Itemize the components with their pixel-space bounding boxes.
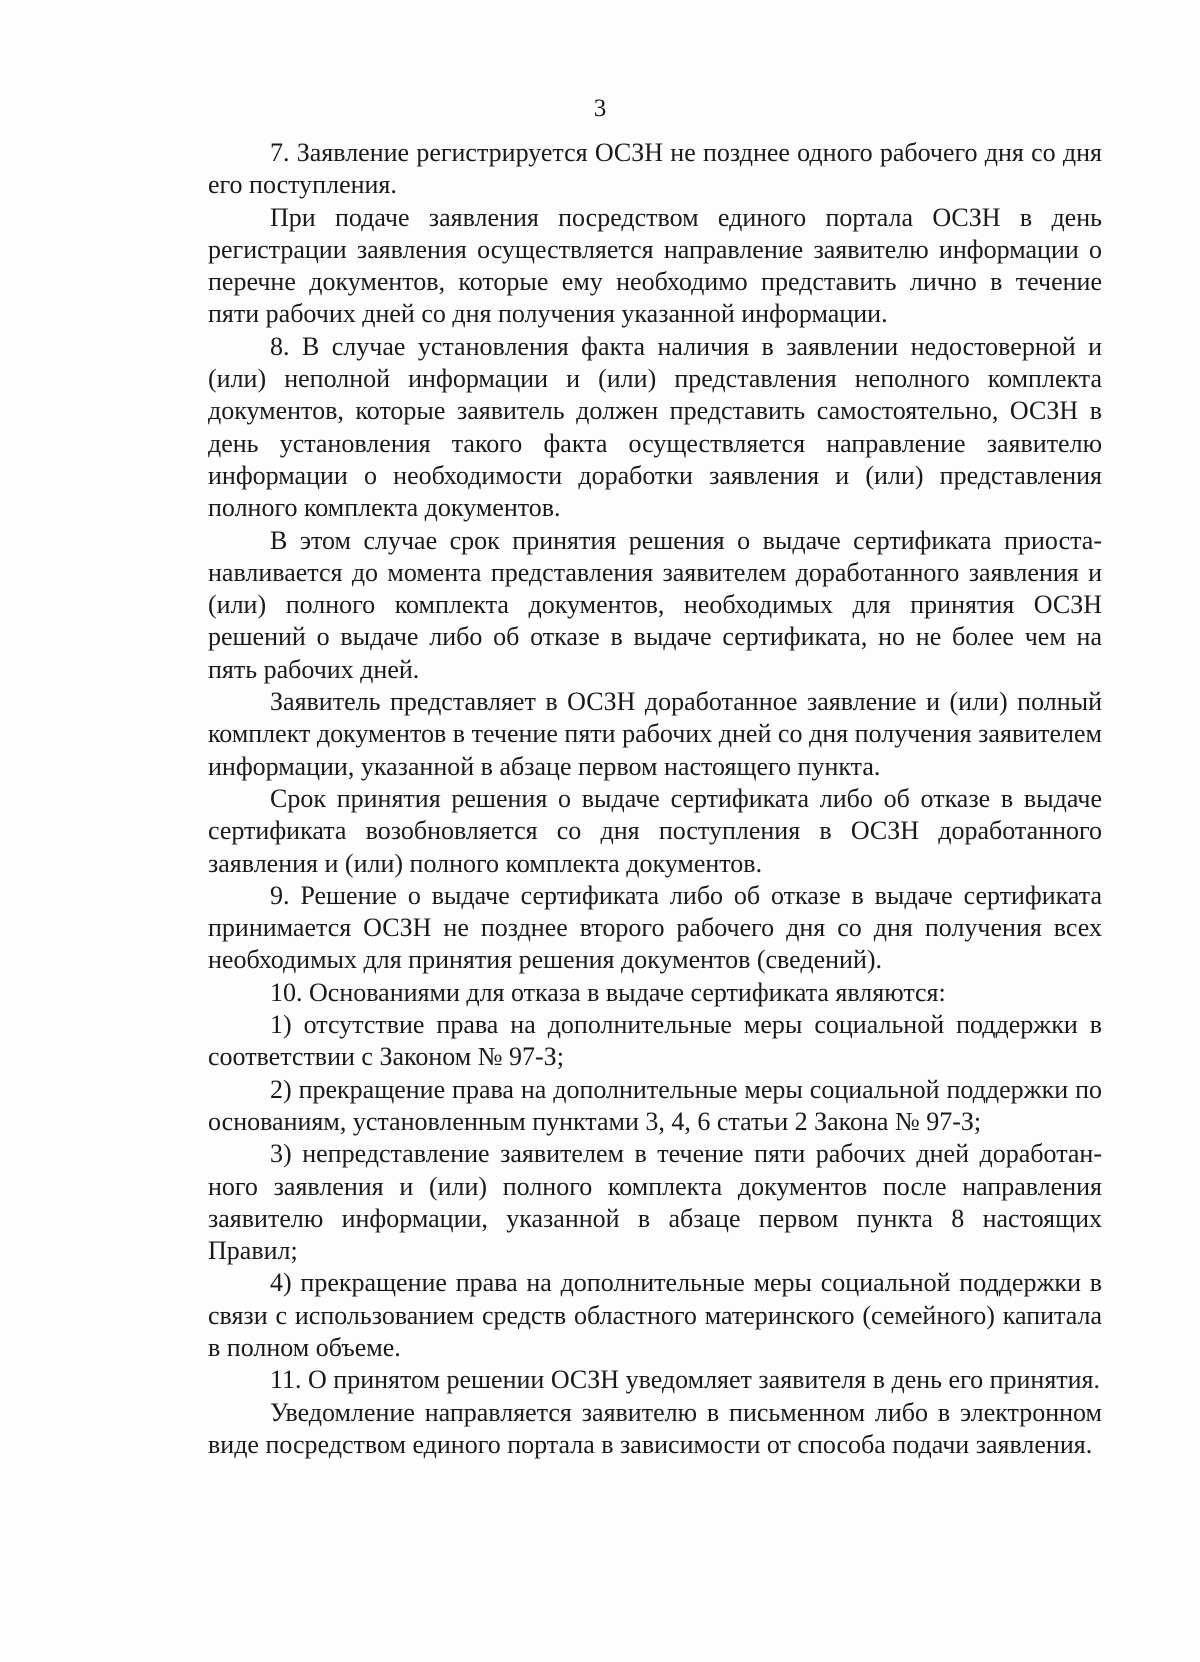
paragraph-8-suspension: В этом случае срок принятия решения о выдаче сертификата приостанавливается до момента представления заявителем доработанного заявления и (или) полного комплекта документов, необходимых для принятия ОСЗН решений о выдаче либо об отказе в выдаче сертификата, но не более чем на пять рабочих дней. xyxy=(208,525,1102,684)
paragraph-8-resumption: Срок принятия решения о выдаче сертификата либо об отказе в выдаче сертификата возобновляется со дня поступления в ОСЗН доработанного заявления и (или) полного комплекта документов. xyxy=(208,783,1102,878)
paragraph-10-item-2: 2) прекращение права на дополнительные меры социальной поддержки по основаниям, установленным пунктами 3, 4, 6 статьи 2 Закона № 97-З; xyxy=(208,1074,1102,1136)
paragraph-10-item-3: 3) непредставление заявителем в течение пяти рабочих дней доработанного заявления и (или) полного комплекта документов после направления заявителю информации, указанной в абзаце первом пункта 8 настоящих Правил; xyxy=(208,1139,1102,1266)
paragraph-8-applicant: Заявитель представляет в ОСЗН доработанное заявление и (или) полный комплект документов в течение пяти рабочих дней со дня получения заявителем информации, указанной в абзаце первом настоящего пункта. xyxy=(208,687,1102,781)
paragraph-7-portal: При подаче заявления посредством единого портала ОСЗН в день регистрации заявления осуществляется направление заявителю информации о перечне документов, которые ему необходимо представить лично в течение пяти рабочих дней со дня получения указанной информации. xyxy=(208,202,1102,329)
document-body xyxy=(208,137,1102,1461)
paragraph-10-item-1: 1) отсутствие права на дополнительные меры социальной поддержки в соответствии с Законом № 97-З; xyxy=(208,1010,1102,1072)
paragraph-10-item-4: 4) прекращение права на дополнительные меры социальной поддержки в связи с использованием средств областного материнского (семейного) капитала в полном объеме. xyxy=(208,1268,1102,1362)
paragraph-8: 8. В случае установления факта наличия в заявлении недостоверной и (или) неполной информации и (или) представления неполного комплекта документов, которые заявитель должен представить самостоятельно, ОСЗН в день установления такого факта осуществляется направление заявителю информации о необходимости доработки заявления и (или) представления полного комплекта документов. xyxy=(208,331,1102,523)
paragraph-11-notification: Уведомление направляется заявителю в письменном либо в электронном виде посредством единого портала в зависимости от способа подачи заявления. xyxy=(208,1397,1102,1459)
paragraph-10: 10. Основаниями для отказа в выдаче сертификата являются: xyxy=(270,977,946,1007)
paragraph-9: 9. Решение о выдаче сертификата либо об отказе в выдаче сертификата принимается ОСЗН не позднее второго рабочего дня со дня получения всех необходимых для принятия решения документов (сведений). xyxy=(208,880,1102,975)
paragraph-11: 11. О принятом решении ОСЗН уведомляет заявителя в день его принятия. xyxy=(270,1365,1101,1395)
page-number: 3 xyxy=(593,95,607,122)
paragraph-7: 7. Заявление регистрируется ОСЗН не позднее одного рабочего дня со дня его поступления. xyxy=(208,138,1102,200)
